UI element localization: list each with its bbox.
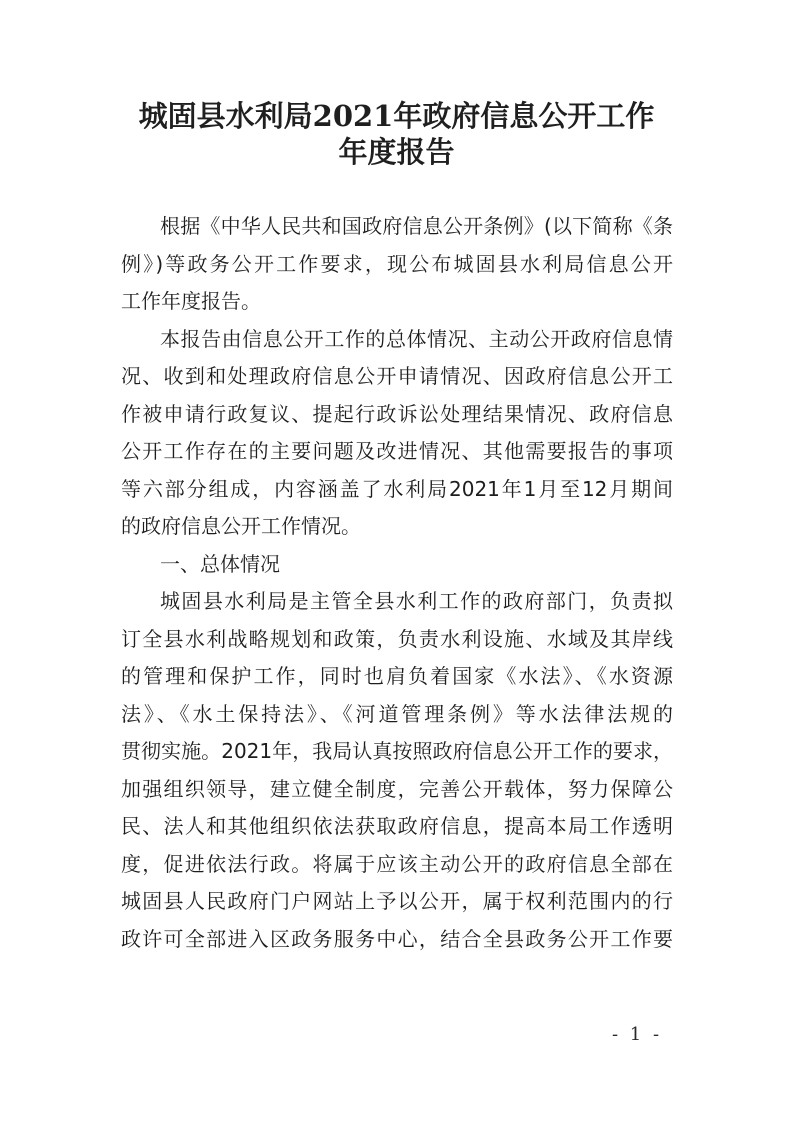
paragraph-line: 的管理和保护工作，同时也肩负着国家《水法》、《水资源: [121, 664, 673, 688]
paragraph-line: 城固县人民政府门户网站上予以公开，属于权利范围内的行: [121, 889, 673, 913]
paragraph-line: 政许可全部进入区政务服务中心，结合全县政务公开工作要: [121, 927, 673, 951]
paragraph-line: 作被申请行政复议、提起行政诉讼处理结果情况、政府信息: [121, 402, 673, 426]
paragraph-line: 加强组织领导，建立健全制度，完善公开载体，努力保障公: [121, 777, 673, 801]
paragraph-line: 度，促进依法行政。将属于应该主动公开的政府信息全部在: [121, 852, 673, 876]
section-heading: 一、总体情况: [160, 552, 280, 576]
paragraph-line: 等六部分组成，内容涵盖了水利局2021年1月至12月期间: [121, 477, 673, 501]
paragraph-line: 况、收到和处理政府信息公开申请情况、因政府信息公开工: [121, 364, 673, 388]
paragraph-line: 工作年度报告。: [121, 289, 261, 313]
paragraph-line: 根据《中华人民共和国政府信息公开条例》(以下简称《条: [160, 214, 673, 238]
paragraph-line: 公开工作存在的主要问题及改进情况、其他需要报告的事项: [121, 439, 673, 463]
paragraph-line: 民、法人和其他组织依法获取政府信息，提高本局工作透明: [121, 814, 673, 838]
paragraph-line: 城固县水利局是主管全县水利工作的政府部门，负责拟: [160, 589, 673, 613]
paragraph-line: 订全县水利战略规划和政策，负责水利设施、水域及其岸线: [121, 627, 673, 651]
document-title-line-2: 年度报告: [338, 135, 455, 169]
paragraph-line: 贯彻实施。2021年，我局认真按照政府信息公开工作的要求，: [121, 739, 673, 763]
paragraph-line: 例》)等政务公开工作要求，现公布城固县水利局信息公开: [121, 252, 673, 276]
paragraph-line: 的政府信息公开工作情况。: [121, 514, 361, 538]
page-number: - 1 -: [612, 1024, 663, 1045]
paragraph-line: 法》、《水土保持法》、《河道管理条例》等水法律法规的: [121, 702, 673, 726]
document-title-line-1: 城固县水利局2021年政府信息公开工作: [138, 99, 655, 133]
paragraph-line: 本报告由信息公开工作的总体情况、主动公开政府信息情: [160, 327, 673, 351]
